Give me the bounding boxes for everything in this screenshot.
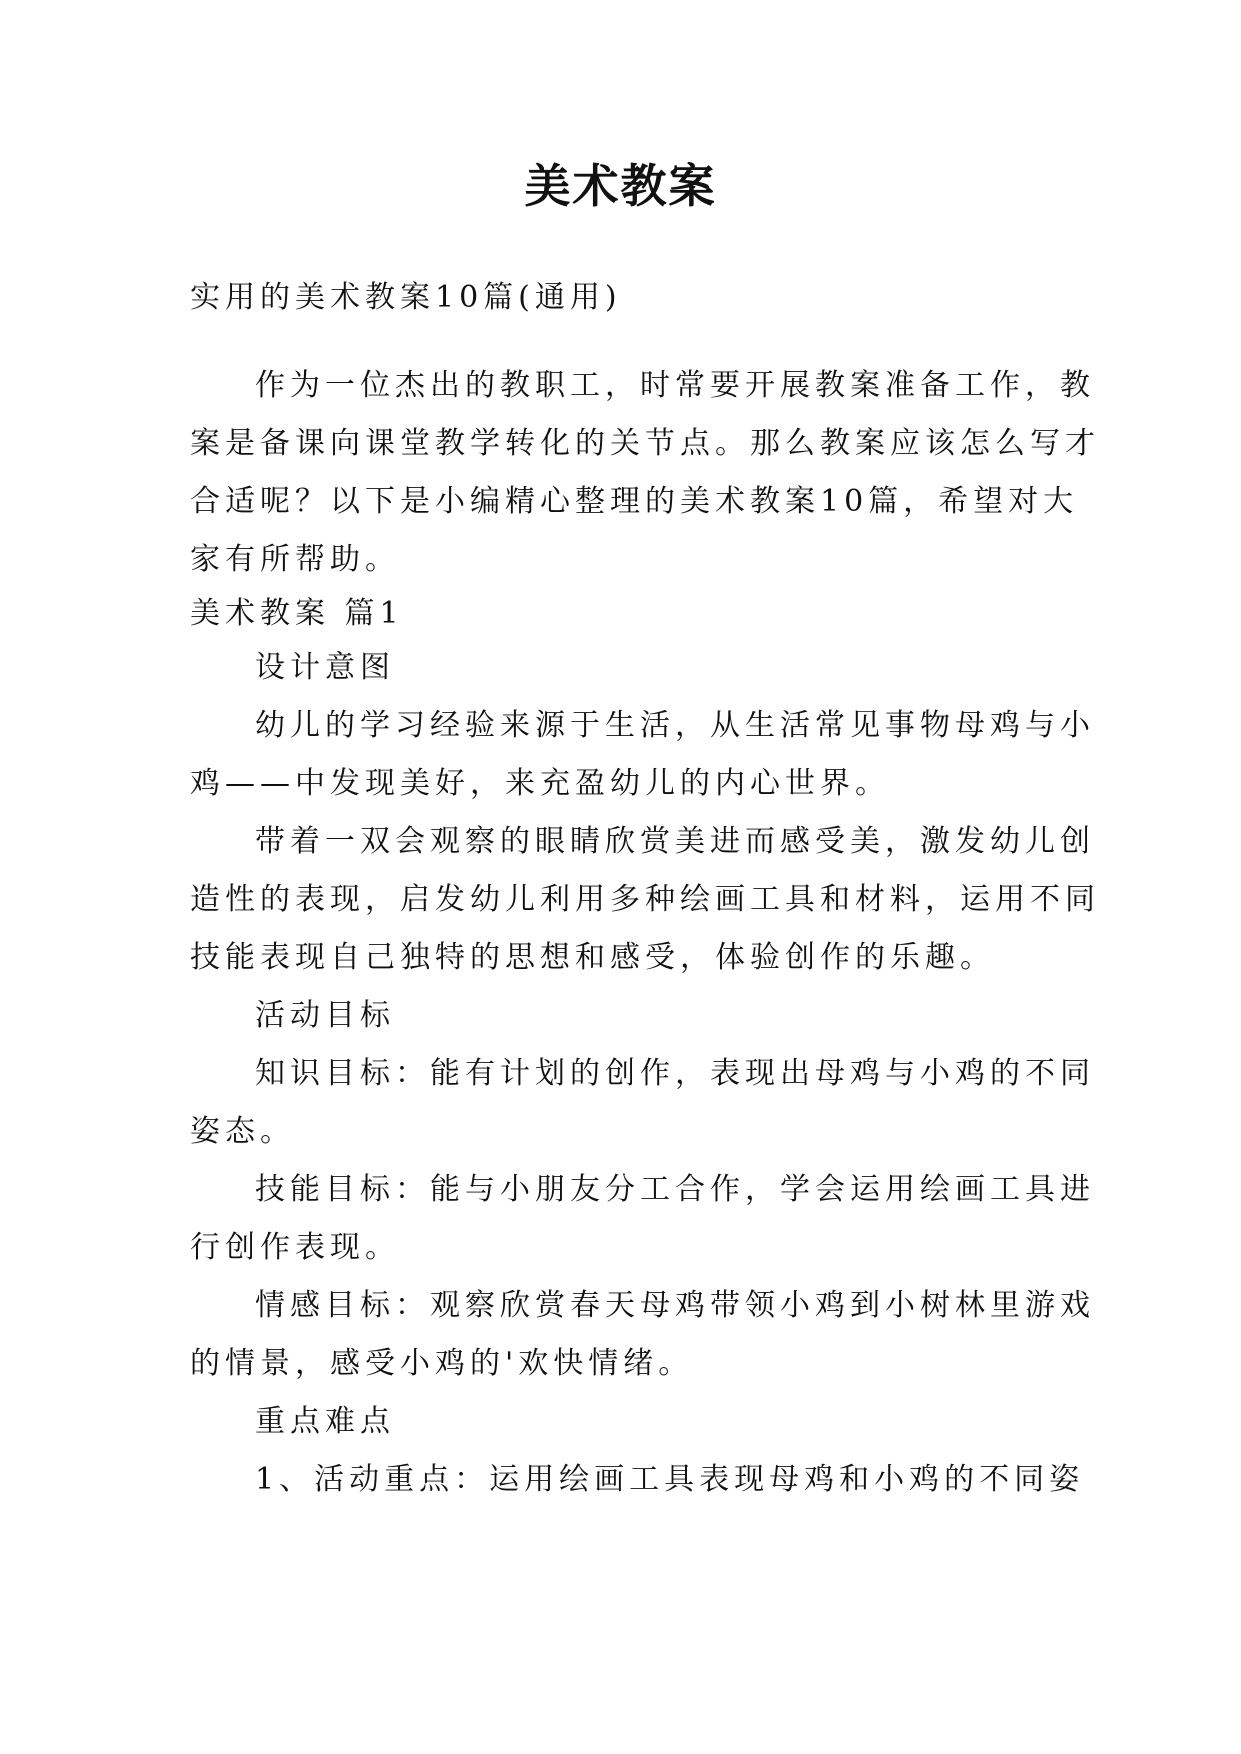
paragraph-line: 鸡——中发现美好，来充盈幼儿的内心世界。 xyxy=(190,766,890,801)
paragraph-line: 技能表现自己独特的思想和感受，体验创作的乐趣。 xyxy=(190,940,995,975)
paragraph-line: 造性的表现，启发幼儿利用多种绘画工具和材料，运用不同 xyxy=(190,882,1100,917)
sub-heading: 活动目标 xyxy=(255,998,395,1033)
paragraph-line: 姿态。 xyxy=(190,1114,295,1149)
paragraph-line: 行创作表现。 xyxy=(190,1230,400,1265)
paragraph-line: 的情景，感受小鸡的'欢快情绪。 xyxy=(190,1346,694,1381)
paragraph-line: 家有所帮助。 xyxy=(190,542,400,577)
paragraph-line: 1、活动重点：运用绘画工具表现母鸡和小鸡的不同姿 xyxy=(255,1462,1085,1497)
document-subtitle: 实用的美术教案10篇(通用) xyxy=(190,280,622,315)
sub-heading: 设计意图 xyxy=(255,650,395,685)
paragraph-line: 带着一双会观察的眼睛欣赏美进而感受美，激发幼儿创 xyxy=(255,824,1095,859)
paragraph-line: 幼儿的学习经验来源于生活，从生活常见事物母鸡与小 xyxy=(255,708,1095,743)
paragraph-line: 情感目标：观察欣赏春天母鸡带领小鸡到小树林里游戏 xyxy=(255,1288,1095,1323)
paragraph-line: 作为一位杰出的教职工，时常要开展教案准备工作，教 xyxy=(255,368,1095,403)
paragraph-line: 案是备课向课堂教学转化的关节点。那么教案应该怎么写才 xyxy=(190,426,1100,461)
document-title: 美术教案 xyxy=(524,159,717,213)
paragraph-line: 合适呢？以下是小编精心整理的美术教案10篇，希望对大 xyxy=(190,484,1079,519)
paragraph-line: 技能目标：能与小朋友分工合作，学会运用绘画工具进 xyxy=(255,1172,1095,1207)
sub-heading: 重点难点 xyxy=(255,1404,395,1439)
paragraph-line: 知识目标：能有计划的创作，表现出母鸡与小鸡的不同 xyxy=(255,1056,1095,1091)
section-heading: 美术教案 篇1 xyxy=(190,596,404,631)
